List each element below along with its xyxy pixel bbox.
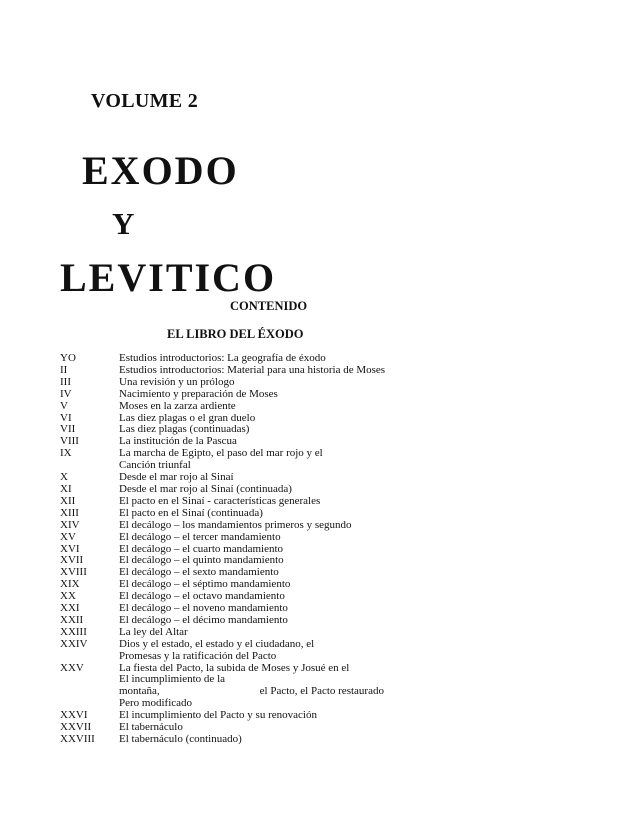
chapter-number: III xyxy=(60,375,71,388)
chapter-number: XXI xyxy=(60,602,80,615)
chapter-title xyxy=(119,496,620,508)
chapter-number: VII xyxy=(60,423,76,436)
chapter-title-line: El incumplimiento de la xyxy=(119,673,226,686)
chapter-number: XIX xyxy=(60,578,80,591)
chapter-number: VI xyxy=(60,411,72,424)
chapter-number: XVIII xyxy=(60,566,87,579)
toc-entry xyxy=(60,663,620,711)
chapter-title xyxy=(119,377,620,389)
chapter-title-line: El decálogo – el octavo mandamiento xyxy=(119,590,285,603)
chapter-title xyxy=(119,615,620,627)
chapter-number: XIV xyxy=(60,518,80,531)
chapter-title-line: Moses en la zarza ardiente xyxy=(119,399,236,412)
chapter-number: VIII xyxy=(60,435,79,448)
chapter-number: XI xyxy=(60,482,72,495)
volume-title: VOLUME 2 xyxy=(91,90,198,112)
title-conjunction: Y xyxy=(112,206,135,241)
chapter-number: XIII xyxy=(60,506,79,519)
toc-entry xyxy=(60,377,620,389)
chapter-title-line: El decálogo – el séptimo mandamiento xyxy=(119,578,291,591)
chapter-title xyxy=(119,389,620,401)
chapter-number: XXII xyxy=(60,613,84,626)
chapter-title-line: La ley del Altar xyxy=(119,625,188,638)
chapter-title-line: Las diez plagas o el gran duelo xyxy=(119,411,256,424)
chapter-title-line: El decálogo – el noveno mandamiento xyxy=(119,602,288,615)
chapter-number: XXIII xyxy=(60,625,87,638)
chapter-title-line: Estudios introductorios: La geografía de éxodo xyxy=(119,352,326,364)
chapter-title xyxy=(119,663,620,711)
toc-entry xyxy=(60,627,620,639)
toc-entry xyxy=(60,389,620,401)
chapter-number: V xyxy=(60,399,68,412)
chapter-number: XV xyxy=(60,530,76,543)
chapter-number: XII xyxy=(60,494,76,507)
chapter-title-line: El tabernáculo xyxy=(119,721,183,734)
book-title-levitico: LEVITICO xyxy=(60,255,277,300)
toc-entry xyxy=(60,496,620,508)
chapter-title-line: Una revisión y un prólogo xyxy=(119,375,235,388)
chapter-title-line: El pacto en el Sinaí (continuada) xyxy=(119,506,263,519)
toc-entry xyxy=(60,520,620,532)
toc-entry xyxy=(60,448,620,472)
toc-entry xyxy=(60,401,620,413)
chapter-title-line: El decálogo – el sexto mandamiento xyxy=(119,566,279,579)
chapter-title-fragment: el Pacto, el Pacto restaurado xyxy=(259,685,384,698)
table-of-contents xyxy=(60,353,620,746)
chapter-number: IX xyxy=(60,447,72,460)
chapter-title-line: El decálogo – los mandamientos primeros y segundo xyxy=(119,518,352,531)
chapter-title-line xyxy=(119,686,620,698)
chapter-number: YO xyxy=(60,352,76,364)
chapter-title xyxy=(119,401,620,413)
section-title: EL LIBRO DEL ÉXODO xyxy=(167,327,304,341)
chapter-title-line: El incumplimiento del Pacto y su renovación xyxy=(119,709,317,722)
chapter-title-line: El decálogo – el décimo mandamiento xyxy=(119,613,288,626)
chapter-title-line: Pero modificado xyxy=(119,697,193,710)
contents-heading: CONTENIDO xyxy=(230,299,308,313)
chapter-title xyxy=(119,520,620,532)
toc-entry xyxy=(60,639,620,663)
chapter-title-line: Desde el mar rojo al Sinaí xyxy=(119,471,234,484)
chapter-title xyxy=(119,627,620,639)
chapter-title-line: Estudios introductorios: Material para una historia de Moses xyxy=(119,363,386,376)
chapter-title xyxy=(119,710,620,722)
chapter-number: XXVI xyxy=(60,709,88,722)
chapter-title-line: El tabernáculo (continuado) xyxy=(119,733,242,745)
chapter-title-line: La marcha de Egipto, el paso del mar rojo y el xyxy=(119,447,323,460)
chapter-title-line: El pacto en el Sinaí - características generales xyxy=(119,494,321,507)
chapter-title-fragment: montaña, xyxy=(119,685,160,698)
chapter-number: XVI xyxy=(60,542,80,555)
chapter-number: XXV xyxy=(60,661,84,674)
chapter-title xyxy=(119,448,620,472)
chapter-number: XXIV xyxy=(60,637,88,650)
chapter-number: XXVIII xyxy=(60,733,95,745)
chapter-title-line: Promesas y la ratificación del Pacto xyxy=(119,649,277,662)
chapter-title-line: Nacimiento y preparación de Moses xyxy=(119,387,278,400)
chapter-number: X xyxy=(60,471,68,484)
book-title-exodo: EXODO xyxy=(82,148,239,193)
chapter-title-line: Canción triunfal xyxy=(119,459,191,472)
chapter-title-line: El decálogo – el quinto mandamiento xyxy=(119,554,284,567)
chapter-number: XXVII xyxy=(60,721,92,734)
chapter-title-line: Desde el mar rojo al Sinaí (continuada) xyxy=(119,482,292,495)
toc-entry xyxy=(60,734,620,746)
chapter-title-line: El decálogo – el tercer mandamiento xyxy=(119,530,281,543)
chapter-title-line: El decálogo – el cuarto mandamiento xyxy=(119,542,284,555)
chapter-title xyxy=(119,734,620,746)
chapter-number: XVII xyxy=(60,554,84,567)
chapter-number: IV xyxy=(60,387,72,400)
chapter-number: XX xyxy=(60,590,76,603)
chapter-title-line: La institución de la Pascua xyxy=(119,435,237,448)
chapter-title xyxy=(119,508,620,520)
chapter-title xyxy=(119,639,620,663)
chapter-title-line: Las diez plagas (continuadas) xyxy=(119,423,250,436)
toc-entry xyxy=(60,508,620,520)
chapter-title-line: Dios y el estado, el estado y el ciudadano, el xyxy=(119,637,315,650)
chapter-number: II xyxy=(60,363,68,376)
toc-entry xyxy=(60,532,620,544)
chapter-title-line: La fiesta del Pacto, la subida de Moses y Josué en el xyxy=(119,661,350,674)
chapter-title xyxy=(119,532,620,544)
